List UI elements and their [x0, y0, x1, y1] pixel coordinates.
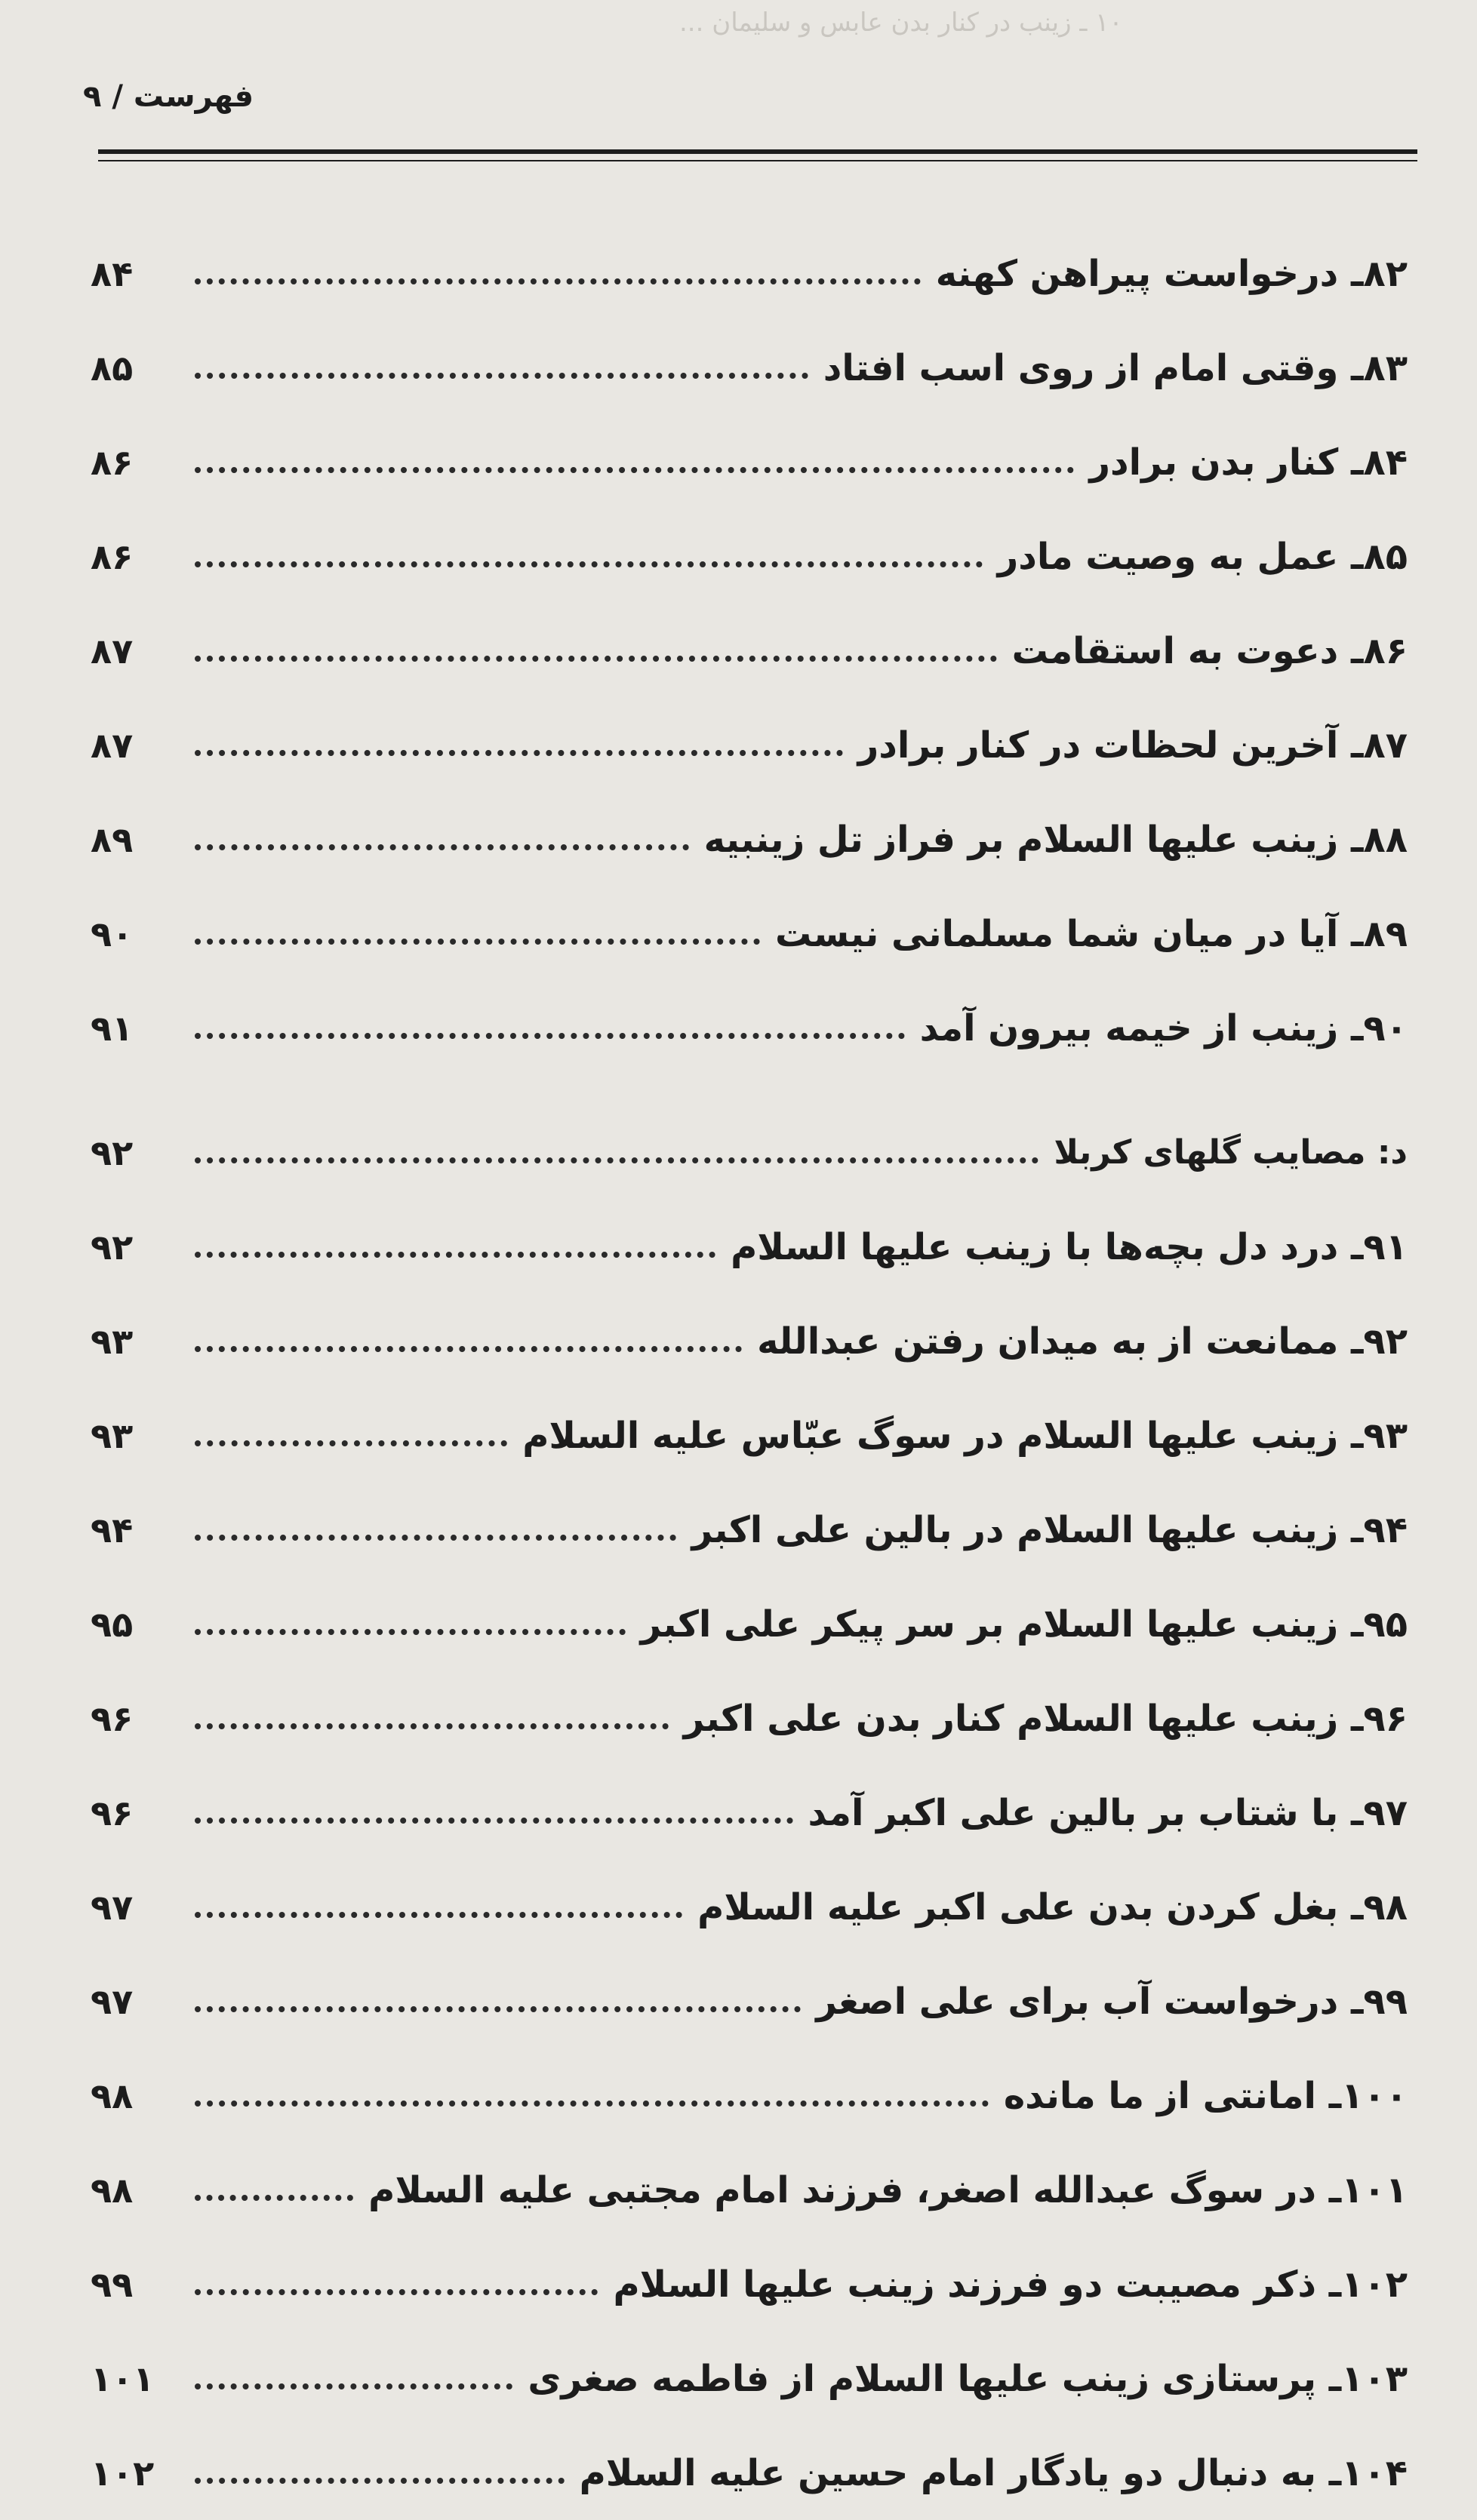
dot-leader	[195, 1535, 676, 1541]
header-rule-thin	[98, 160, 1417, 161]
dot-leader	[195, 1157, 1039, 1163]
section-title: د: مصایب گلهای کربلا	[1054, 1133, 1408, 1172]
toc-entry	[91, 1766, 1408, 1860]
toc-entry-title: ۸۳ـ وقتی امام از روی اسب افتاد	[823, 346, 1408, 389]
dot-leader	[195, 2006, 801, 2012]
toc-entry	[91, 2426, 1408, 2520]
toc-entry	[91, 887, 1408, 981]
toc-entry-page: ۹۳	[91, 1415, 134, 1456]
toc-entry-page: ۸۶	[91, 536, 134, 577]
toc-entry-page: ۸۷	[91, 724, 134, 766]
dot-leader	[195, 467, 1074, 473]
toc-entry-title: ۹۹ـ درخواست آب برای علی اصغر	[816, 1980, 1408, 2023]
toc-entry-title: ۹۸ـ بغل کردن بدن علی اکبر علیه السلام	[697, 1885, 1408, 1928]
dot-leader	[195, 750, 843, 756]
toc-entry	[91, 2048, 1408, 2143]
dot-leader	[195, 1346, 742, 1352]
dot-leader	[195, 1723, 669, 1729]
dot-leader	[195, 1440, 507, 1446]
toc-entry	[91, 1954, 1408, 2048]
toc-entry-page: ۹۷	[91, 1981, 134, 2022]
toc-entry-page: ۸۹	[91, 819, 134, 860]
toc-entry-page: ۹۲	[91, 1132, 134, 1173]
dot-leader	[195, 2195, 353, 2201]
toc-entry-page: ۹۲	[91, 1226, 134, 1268]
toc-entry-page: ۱۰۱	[91, 2358, 155, 2399]
dot-leader	[195, 2383, 512, 2389]
dot-leader	[195, 1818, 793, 1824]
toc-entry-title: ۸۸ـ زینب علیها السلام بر فراز تل زینبیه	[703, 818, 1408, 861]
toc-entry	[91, 2143, 1408, 2237]
toc-entry-title: ۹۴ـ زینب علیها السلام در بالین علی اکبر	[691, 1508, 1408, 1551]
toc-entry-title: ۱۰۰ـ امانتی از ما مانده	[1003, 2074, 1408, 2117]
toc-entry-page: ۸۷	[91, 630, 134, 671]
toc-entry-page: ۸۶	[91, 441, 134, 483]
toc-entry-page: ۹۹	[91, 2263, 134, 2305]
toc-entry-page: ۹۶	[91, 1792, 134, 1833]
toc-entry	[91, 1200, 1408, 1294]
toc-entry-title: ۹۷ـ با شتاب بر بالین علی اکبر آمد	[808, 1791, 1408, 1834]
toc-entry	[91, 698, 1408, 792]
toc-entry	[91, 1860, 1408, 1954]
toc-entry-title: ۹۳ـ زینب علیها السلام در سوگ عبّاس علیه السلام	[522, 1414, 1408, 1457]
toc-entry-page: ۹۳	[91, 1320, 134, 1362]
toc-entry-title: ۱۰۱ـ در سوگ عبدالله اصغر، فرزند امام مجتبی علیه السلام	[368, 2168, 1408, 2211]
toc-entry	[91, 2237, 1408, 2331]
toc-entry-title: ۱۰۴ـ به دنبال دو یادگار امام حسین علیه السلام	[579, 2451, 1408, 2494]
toc-entry	[91, 415, 1408, 509]
toc-entry-title: ۸۵ـ عمل به وصیت مادر	[997, 535, 1408, 578]
toc-entry	[91, 1483, 1408, 1577]
toc-entry-title: ۹۵ـ زینب علیها السلام بر سر پیکر علی اکبر	[640, 1603, 1408, 1646]
dot-leader	[195, 1252, 715, 1258]
dot-leader	[195, 1912, 682, 1918]
toc-entry	[91, 981, 1408, 1075]
toc-entry-page: ۹۵	[91, 1603, 134, 1645]
dot-leader	[195, 373, 808, 379]
toc-entry-page: ۹۸	[91, 2075, 134, 2116]
toc-section-heading	[91, 1105, 1408, 1200]
page-header: فهرست / ۹	[83, 79, 254, 114]
bleed-through-text: ۱۰ ـ زینب در کنار بدن عابس و سلیمان ...	[679, 8, 1123, 38]
toc-entry	[91, 604, 1408, 698]
toc-entry-title: ۸۹ـ آیا در میان شما مسلمانی نیست	[775, 912, 1408, 955]
toc-entry-page: ۹۷	[91, 1886, 134, 1928]
dot-leader	[195, 2289, 598, 2295]
header-rule-thick	[98, 149, 1417, 154]
dot-leader	[195, 844, 689, 850]
toc-entry	[91, 226, 1408, 321]
dot-leader	[195, 2478, 565, 2484]
toc-entry	[91, 1671, 1408, 1766]
toc-entry	[91, 2331, 1408, 2426]
toc-entry-title: ۹۲ـ ممانعت از به میدان رفتن عبدالله	[757, 1320, 1408, 1363]
toc-entry-title: ۱۰۳ـ پرستازی زینب علیها السلام از فاطمه صغری	[528, 2357, 1408, 2400]
toc-entry	[91, 321, 1408, 415]
dot-leader	[195, 2101, 989, 2107]
table-of-contents	[91, 226, 1408, 2520]
toc-entry	[91, 1577, 1408, 1671]
dot-leader	[195, 939, 760, 945]
toc-entry-title: ۸۴ـ کنار بدن برادر	[1089, 441, 1408, 484]
dot-leader	[195, 1033, 905, 1039]
dot-leader	[195, 278, 921, 284]
dot-leader	[195, 1629, 626, 1635]
toc-entry-title: ۹۱ـ درد دل بچه‌ها با زینب علیها السلام	[731, 1225, 1408, 1268]
toc-entry-title: ۸۶ـ دعوت به استقامت	[1011, 629, 1408, 672]
toc-entry-title: ۹۶ـ زینب علیها السلام کنار بدن علی اکبر	[683, 1697, 1408, 1740]
dot-leader	[195, 656, 997, 662]
toc-entry-page: ۹۰	[91, 913, 134, 954]
toc-entry-title: ۹۰ـ زینب از خیمه بیرون آمد	[919, 1006, 1408, 1049]
toc-entry-title: ۸۷ـ آخرین لحظات در کنار برادر	[857, 724, 1408, 767]
toc-entry-title: ۸۲ـ درخواست پیراهن کهنه	[935, 252, 1408, 295]
dot-leader	[195, 561, 983, 567]
toc-entry-page: ۱۰۲	[91, 2452, 155, 2494]
toc-entry	[91, 1294, 1408, 1388]
toc-entry-page: ۸۵	[91, 347, 134, 389]
toc-entry-title: ۱۰۲ـ ذکر مصیبت دو فرزند زینب علیها السلام	[613, 2263, 1408, 2306]
toc-entry-page: ۹۶	[91, 1698, 134, 1739]
toc-entry	[91, 792, 1408, 887]
toc-entry	[91, 1388, 1408, 1483]
toc-entry-page: ۹۸	[91, 2169, 134, 2211]
toc-entry-page: ۹۱	[91, 1007, 134, 1049]
toc-entry	[91, 509, 1408, 604]
toc-entry-page: ۹۴	[91, 1509, 134, 1550]
toc-entry-page: ۸۴	[91, 253, 134, 294]
